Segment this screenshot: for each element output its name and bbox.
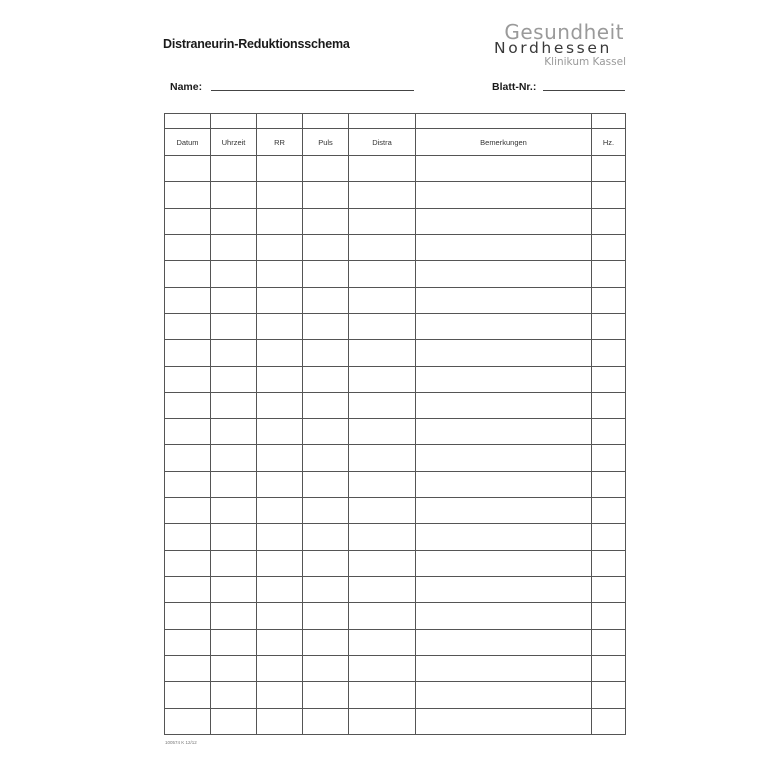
table-cell[interactable]: [349, 261, 416, 287]
table-header-row: [165, 129, 626, 156]
sheet-number-field-line[interactable]: [543, 90, 625, 91]
table-cell[interactable]: [303, 182, 349, 208]
table-cell[interactable]: [257, 629, 303, 655]
table-cell[interactable]: [416, 234, 592, 260]
table-cell[interactable]: [165, 498, 211, 524]
form-title: Distraneurin-Reduktionsschema: [163, 37, 350, 51]
table-cell[interactable]: [416, 655, 592, 681]
table-cell[interactable]: [303, 629, 349, 655]
table-cell[interactable]: [165, 261, 211, 287]
table-cell[interactable]: [211, 392, 257, 418]
table-cell[interactable]: [303, 392, 349, 418]
table-cell[interactable]: [211, 156, 257, 182]
table-cell[interactable]: [211, 524, 257, 550]
table-row: [165, 234, 626, 260]
table-cell[interactable]: [165, 655, 211, 681]
table-cell[interactable]: [349, 340, 416, 366]
table-cell[interactable]: [349, 419, 416, 445]
table-row: [165, 366, 626, 392]
table-cell[interactable]: [349, 445, 416, 471]
table-cell[interactable]: [349, 234, 416, 260]
table-cell[interactable]: [349, 156, 416, 182]
table-cell[interactable]: [165, 156, 211, 182]
table-cell[interactable]: [592, 366, 626, 392]
table-cell[interactable]: [211, 445, 257, 471]
table-cell[interactable]: [303, 366, 349, 392]
table-cell[interactable]: [416, 498, 592, 524]
table-cell[interactable]: [349, 182, 416, 208]
table-cell[interactable]: [257, 419, 303, 445]
table-cell[interactable]: [416, 603, 592, 629]
table-cell[interactable]: [211, 498, 257, 524]
table-cell[interactable]: [592, 287, 626, 313]
table-cell[interactable]: [592, 208, 626, 234]
table-cell[interactable]: [303, 419, 349, 445]
table-cell[interactable]: [592, 392, 626, 418]
table-cell[interactable]: [303, 287, 349, 313]
table-cell[interactable]: [211, 708, 257, 734]
hospital-logo: [494, 20, 634, 70]
logo-text-line3: Klinikum Kassel: [544, 56, 626, 68]
table-cell[interactable]: [416, 261, 592, 287]
table-cell[interactable]: [416, 340, 592, 366]
table-cell[interactable]: [257, 708, 303, 734]
table-cell[interactable]: [349, 524, 416, 550]
table-row: [165, 445, 626, 471]
table-cell[interactable]: [257, 577, 303, 603]
table-cell[interactable]: [303, 234, 349, 260]
table-cell[interactable]: [211, 629, 257, 655]
table-cell[interactable]: [592, 655, 626, 681]
table-cell[interactable]: [211, 419, 257, 445]
table-cell[interactable]: [165, 313, 211, 339]
table-row: [165, 419, 626, 445]
table-cell[interactable]: [165, 208, 211, 234]
column-header-distra: Distra: [349, 129, 416, 156]
table-cell[interactable]: [211, 366, 257, 392]
table-cell[interactable]: [211, 234, 257, 260]
table-spacer-row: [165, 114, 626, 129]
table-cell[interactable]: [211, 550, 257, 576]
table-cell[interactable]: [349, 392, 416, 418]
table-cell[interactable]: [303, 550, 349, 576]
table-cell[interactable]: [592, 419, 626, 445]
table-cell[interactable]: [592, 524, 626, 550]
table-row: [165, 313, 626, 339]
table-cell[interactable]: [165, 234, 211, 260]
table-cell[interactable]: [165, 340, 211, 366]
table-cell[interactable]: [257, 182, 303, 208]
table-row: [165, 156, 626, 182]
table-cell[interactable]: [349, 655, 416, 681]
table-row: [165, 471, 626, 497]
table-cell[interactable]: [211, 208, 257, 234]
table-cell[interactable]: [416, 524, 592, 550]
table-cell[interactable]: [303, 156, 349, 182]
table-cell[interactable]: [257, 550, 303, 576]
table-cell[interactable]: [257, 287, 303, 313]
table-cell[interactable]: [592, 234, 626, 260]
table-cell[interactable]: [416, 182, 592, 208]
sheet-number-label: Blatt-Nr.:: [492, 81, 537, 93]
table-row: [165, 655, 626, 681]
table-cell[interactable]: [349, 682, 416, 708]
table-cell[interactable]: [592, 471, 626, 497]
table-row: [165, 340, 626, 366]
column-header-hz: Hz.: [592, 129, 626, 156]
column-header-rr: RR: [257, 129, 303, 156]
table-cell[interactable]: [165, 445, 211, 471]
column-header-uhrzeit: Uhrzeit: [211, 129, 257, 156]
table-cell[interactable]: [349, 603, 416, 629]
table-cell[interactable]: [416, 419, 592, 445]
table-row: [165, 682, 626, 708]
table-cell[interactable]: [592, 261, 626, 287]
table-row: [165, 261, 626, 287]
table-cell[interactable]: [349, 313, 416, 339]
table-cell[interactable]: [211, 182, 257, 208]
table-cell[interactable]: [165, 419, 211, 445]
table-cell[interactable]: [211, 261, 257, 287]
table-cell[interactable]: [349, 708, 416, 734]
table-cell[interactable]: [257, 682, 303, 708]
table-cell[interactable]: [416, 682, 592, 708]
table-row: [165, 550, 626, 576]
table-cell[interactable]: [592, 708, 626, 734]
table-cell[interactable]: [416, 577, 592, 603]
table-cell[interactable]: [303, 682, 349, 708]
table-cell[interactable]: [165, 182, 211, 208]
column-header-bemerkungen: Bemerkungen: [416, 129, 592, 156]
table-cell[interactable]: [165, 603, 211, 629]
name-label: Name:: [170, 81, 203, 93]
table-cell[interactable]: [257, 234, 303, 260]
table-cell[interactable]: [416, 629, 592, 655]
table-cell[interactable]: [165, 629, 211, 655]
table-cell[interactable]: [257, 340, 303, 366]
table-cell[interactable]: [303, 655, 349, 681]
table-cell[interactable]: [416, 392, 592, 418]
table-cell[interactable]: [211, 287, 257, 313]
table-cell[interactable]: [303, 261, 349, 287]
table-body: [165, 156, 626, 735]
table-row: [165, 182, 626, 208]
table-cell[interactable]: [416, 445, 592, 471]
column-header-puls: Puls: [303, 129, 349, 156]
table-cell[interactable]: [592, 156, 626, 182]
table-cell[interactable]: [257, 524, 303, 550]
table-cell[interactable]: [349, 471, 416, 497]
table-row: [165, 603, 626, 629]
table-cell[interactable]: [211, 340, 257, 366]
name-field-line[interactable]: [211, 90, 414, 91]
table-cell[interactable]: [211, 313, 257, 339]
table-cell[interactable]: [349, 366, 416, 392]
reduction-schedule-table: [164, 113, 626, 735]
table-cell[interactable]: [211, 471, 257, 497]
table-cell[interactable]: [211, 682, 257, 708]
table-cell[interactable]: [165, 577, 211, 603]
table-row: [165, 524, 626, 550]
table-cell[interactable]: [303, 498, 349, 524]
table-cell[interactable]: [592, 445, 626, 471]
table-cell[interactable]: [303, 524, 349, 550]
table-cell[interactable]: [416, 366, 592, 392]
table-row: [165, 208, 626, 234]
table-cell[interactable]: [349, 550, 416, 576]
table-cell[interactable]: [211, 577, 257, 603]
table-cell[interactable]: [257, 313, 303, 339]
table-cell[interactable]: [165, 682, 211, 708]
table-cell[interactable]: [592, 550, 626, 576]
table-cell[interactable]: [165, 708, 211, 734]
table-cell[interactable]: [416, 313, 592, 339]
table-cell[interactable]: [349, 287, 416, 313]
table-cell[interactable]: [416, 287, 592, 313]
table-cell[interactable]: [303, 708, 349, 734]
table-cell[interactable]: [592, 182, 626, 208]
table-cell[interactable]: [257, 498, 303, 524]
table-cell[interactable]: [349, 629, 416, 655]
table-cell[interactable]: [165, 392, 211, 418]
table-cell[interactable]: [165, 471, 211, 497]
table-cell[interactable]: [257, 156, 303, 182]
table-cell[interactable]: [592, 498, 626, 524]
table-cell[interactable]: [349, 208, 416, 234]
table-cell[interactable]: [303, 471, 349, 497]
form-code: 100574 K 12/12: [165, 740, 197, 745]
table-cell[interactable]: [257, 445, 303, 471]
table-cell[interactable]: [592, 577, 626, 603]
table-row: [165, 629, 626, 655]
table-cell[interactable]: [592, 340, 626, 366]
table-cell[interactable]: [416, 471, 592, 497]
table-cell[interactable]: [303, 313, 349, 339]
table-cell[interactable]: [165, 366, 211, 392]
logo-text-line1: Gesundheit: [504, 20, 624, 44]
table-cell[interactable]: [165, 524, 211, 550]
table-cell[interactable]: [257, 392, 303, 418]
table-cell[interactable]: [257, 471, 303, 497]
table-cell[interactable]: [257, 261, 303, 287]
table-cell[interactable]: [416, 156, 592, 182]
table-row: [165, 708, 626, 734]
table-cell[interactable]: [257, 366, 303, 392]
table-cell[interactable]: [592, 629, 626, 655]
table-cell[interactable]: [257, 603, 303, 629]
table-cell[interactable]: [416, 208, 592, 234]
table-cell[interactable]: [592, 313, 626, 339]
table-cell[interactable]: [211, 603, 257, 629]
table-cell[interactable]: [303, 445, 349, 471]
table-cell[interactable]: [303, 340, 349, 366]
table-cell[interactable]: [303, 577, 349, 603]
table-row: [165, 392, 626, 418]
column-header-datum: Datum: [165, 129, 211, 156]
table-cell[interactable]: [592, 603, 626, 629]
table-cell[interactable]: [165, 287, 211, 313]
table-row: [165, 577, 626, 603]
table-cell[interactable]: [592, 682, 626, 708]
logo-text-line2: Nordhessen: [494, 39, 612, 57]
table-row: [165, 287, 626, 313]
table-cell[interactable]: [257, 655, 303, 681]
table-cell[interactable]: [416, 550, 592, 576]
table-row: [165, 498, 626, 524]
table-cell[interactable]: [165, 550, 211, 576]
table-cell[interactable]: [257, 208, 303, 234]
table-cell[interactable]: [303, 603, 349, 629]
table-cell[interactable]: [349, 577, 416, 603]
table-cell[interactable]: [211, 655, 257, 681]
table-cell[interactable]: [416, 708, 592, 734]
table-cell[interactable]: [349, 498, 416, 524]
table-cell[interactable]: [303, 208, 349, 234]
